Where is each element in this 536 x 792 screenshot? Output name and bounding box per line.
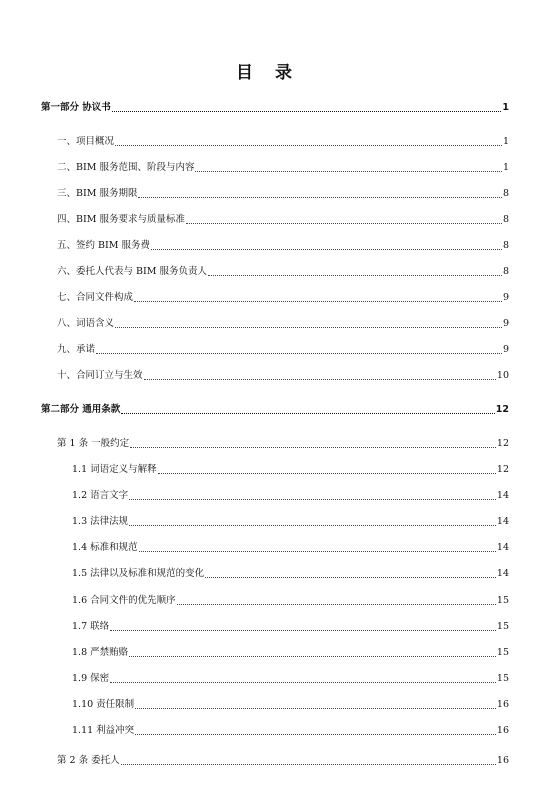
toc-entry-label: 1.1 词语定义与解释 xyxy=(72,464,157,475)
toc-entry-label: 1.6 合同文件的优先顺序 xyxy=(72,595,176,606)
toc-entry-label: 八、词语含义 xyxy=(57,318,115,329)
toc-entry-page-number: 12 xyxy=(496,438,509,449)
toc-entry-page-number: 12 xyxy=(496,464,509,475)
toc-entry[interactable] xyxy=(72,568,509,580)
toc-entry-page-number: 15 xyxy=(496,673,509,684)
toc-entry-page-number: 14 xyxy=(496,490,509,501)
toc-entry-label: 1.9 保密 xyxy=(72,673,110,684)
toc-entry[interactable] xyxy=(57,266,509,278)
toc-entry[interactable] xyxy=(41,404,509,416)
toc-entry-page-number: 12 xyxy=(495,404,509,415)
toc-dot-leader xyxy=(177,604,496,605)
toc-dot-leader xyxy=(130,447,496,448)
toc-entry-label: 1.8 严禁贿赂 xyxy=(72,647,129,658)
toc-entry[interactable] xyxy=(57,292,509,304)
toc-entry-label: 十、合同订立与生效 xyxy=(57,370,143,381)
toc-dot-leader xyxy=(129,656,496,657)
toc-dot-leader xyxy=(135,708,496,709)
toc-entry[interactable] xyxy=(57,162,509,174)
toc-entry[interactable] xyxy=(57,136,509,148)
toc-entry-label: 九、承诺 xyxy=(57,344,96,355)
toc-dot-leader xyxy=(151,249,502,250)
toc-dot-leader xyxy=(134,301,502,302)
toc-entry-page-number: 9 xyxy=(502,292,509,303)
toc-dot-leader xyxy=(138,197,501,198)
toc-entry[interactable] xyxy=(72,699,509,711)
toc-dot-leader xyxy=(115,145,502,146)
toc-entry[interactable] xyxy=(57,318,509,330)
toc-entry[interactable] xyxy=(72,647,509,659)
toc-entry[interactable] xyxy=(57,438,509,450)
toc-entry[interactable] xyxy=(57,214,509,226)
toc-entry-page-number: 10 xyxy=(496,370,509,381)
toc-entry[interactable] xyxy=(72,464,509,476)
toc-dot-leader xyxy=(139,551,496,552)
toc-entry[interactable] xyxy=(72,725,509,737)
toc-dot-leader xyxy=(112,111,502,112)
toc-entry-label: 第一部分 协议书 xyxy=(41,102,111,113)
toc-entry-label: 1.4 标准和规范 xyxy=(72,542,138,553)
toc-entry-page-number: 8 xyxy=(502,188,509,199)
toc-entry[interactable] xyxy=(57,188,509,200)
toc-entry[interactable] xyxy=(72,595,509,607)
toc-dot-leader xyxy=(135,734,496,735)
toc-entry-label: 1.10 责任限制 xyxy=(72,699,135,710)
toc-entry-page-number: 15 xyxy=(496,595,509,606)
toc-entry-page-number: 1 xyxy=(502,102,509,113)
toc-entry[interactable] xyxy=(72,673,509,685)
toc-entry-label: 四、BIM 服务要求与质量标准 xyxy=(57,214,185,225)
toc-entry-page-number: 16 xyxy=(496,725,509,736)
toc-entry-page-number: 9 xyxy=(502,344,509,355)
toc-entry[interactable] xyxy=(57,240,509,252)
toc-dot-leader xyxy=(186,223,502,224)
toc-dot-leader xyxy=(195,171,501,172)
toc-entry[interactable] xyxy=(41,102,509,114)
toc-entry-page-number: 14 xyxy=(496,568,509,579)
toc-entry-page-number: 8 xyxy=(502,240,509,251)
toc-entry-page-number: 1 xyxy=(502,136,509,147)
toc-dot-leader xyxy=(129,525,496,526)
toc-dot-leader xyxy=(110,630,496,631)
toc-dot-leader xyxy=(115,327,502,328)
toc-dot-leader xyxy=(121,764,496,765)
toc-entry-label: 1.5 法律以及标准和规范的变化 xyxy=(72,568,205,579)
toc-dot-leader xyxy=(205,577,496,578)
toc-entry[interactable] xyxy=(72,542,509,554)
toc-entry[interactable] xyxy=(57,755,509,767)
toc-entry-page-number: 15 xyxy=(496,621,509,632)
toc-dot-leader xyxy=(110,682,496,683)
toc-entry-label: 第 1 条 一般约定 xyxy=(57,438,130,449)
toc-entry[interactable] xyxy=(72,516,509,528)
toc-entry-label: 六、委托人代表与 BIM 服务负责人 xyxy=(57,266,208,277)
toc-entry-label: 1.7 联络 xyxy=(72,621,110,632)
toc-entry-page-number: 14 xyxy=(496,542,509,553)
toc-entry-page-number: 9 xyxy=(502,318,509,329)
toc-entry-label: 七、合同文件构成 xyxy=(57,292,134,303)
toc-entry-label: 1.11 利益冲突 xyxy=(72,725,135,736)
toc-entry-label: 1.3 法律法规 xyxy=(72,516,129,527)
toc-entry-page-number: 15 xyxy=(496,647,509,658)
toc-entry-page-number: 16 xyxy=(496,755,509,766)
toc-dot-leader xyxy=(208,275,502,276)
toc-entry-label: 二、BIM 服务范围、阶段与内容 xyxy=(57,162,195,173)
toc-entry[interactable] xyxy=(72,621,509,633)
toc-entry-label: 第二部分 通用条款 xyxy=(41,404,121,415)
toc-entry-label: 三、BIM 服务期限 xyxy=(57,188,138,199)
toc-dot-leader xyxy=(129,499,496,500)
toc-entry-page-number: 8 xyxy=(502,214,509,225)
toc-entry-label: 第 2 条 委托人 xyxy=(57,755,120,766)
toc-entry[interactable] xyxy=(57,344,509,356)
toc-dot-leader xyxy=(96,353,502,354)
toc-dot-leader xyxy=(158,473,496,474)
toc-entry-page-number: 16 xyxy=(496,699,509,710)
toc-entry-page-number: 1 xyxy=(502,162,509,173)
toc-dot-leader xyxy=(121,413,494,414)
toc-entry[interactable] xyxy=(72,490,509,502)
toc-entry-label: 一、项目概况 xyxy=(57,136,115,147)
toc-entry-page-number: 14 xyxy=(496,516,509,527)
toc-dot-leader xyxy=(144,379,496,380)
toc-entry[interactable] xyxy=(57,370,509,382)
toc-title: 目 录 xyxy=(236,63,300,83)
toc-entry-label: 五、签约 BIM 服务费 xyxy=(57,240,151,251)
toc-entry-page-number: 8 xyxy=(502,266,509,277)
toc-entry-label: 1.2 语言文字 xyxy=(72,490,129,501)
